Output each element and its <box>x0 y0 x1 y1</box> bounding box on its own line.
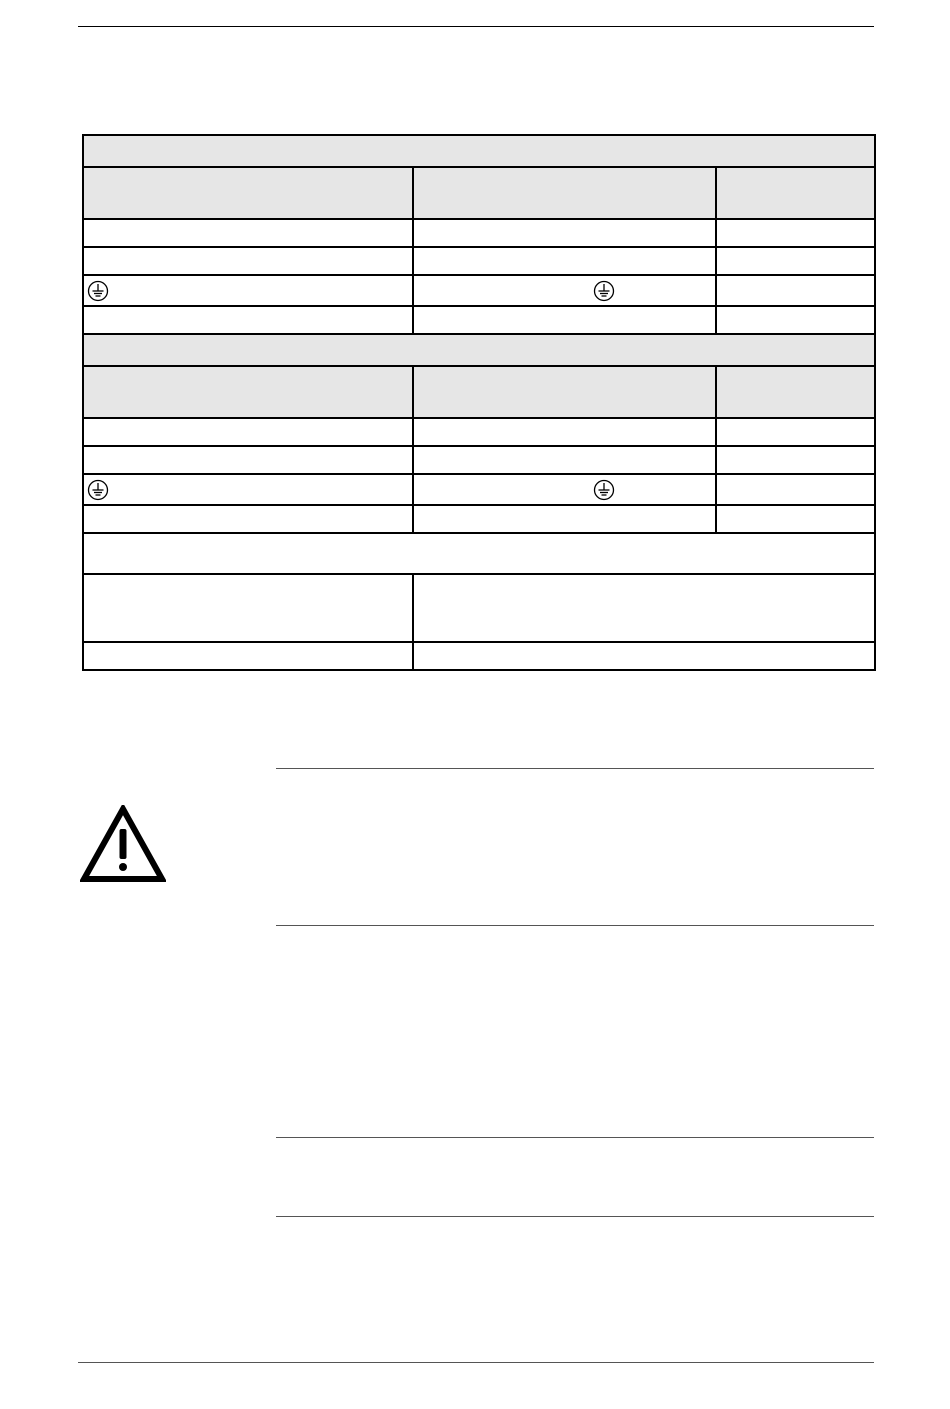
column-header <box>413 366 716 418</box>
table-header-row <box>83 167 875 219</box>
section-title <box>83 135 875 167</box>
table-row <box>83 574 875 642</box>
note-rule-bottom <box>276 1216 874 1217</box>
ground-icon <box>87 280 109 302</box>
table-row <box>83 505 875 533</box>
table-row <box>83 247 875 275</box>
table-cell <box>413 275 716 306</box>
table-cell <box>413 219 716 247</box>
table-cell <box>83 574 413 642</box>
ground-icon <box>87 479 109 501</box>
table-cell <box>716 418 875 446</box>
table-cell <box>716 505 875 533</box>
table-cell <box>716 446 875 474</box>
table-row <box>83 418 875 446</box>
ground-icon <box>593 479 615 501</box>
table-cell <box>716 247 875 275</box>
footer-rule <box>78 1362 874 1363</box>
table-cell <box>83 219 413 247</box>
note-row <box>83 533 875 574</box>
column-header <box>716 366 875 418</box>
table-cell <box>413 574 875 642</box>
table-row <box>83 275 875 306</box>
header-rule <box>78 26 874 27</box>
table-cell <box>83 505 413 533</box>
table-cell <box>83 418 413 446</box>
table-cell <box>716 219 875 247</box>
table-cell <box>716 275 875 306</box>
table-cell <box>83 275 413 306</box>
column-header <box>83 167 413 219</box>
table-cell <box>413 418 716 446</box>
section-title-row <box>83 334 875 366</box>
warning-rule-top <box>276 768 874 769</box>
ground-icon <box>593 280 615 302</box>
warning-rule-bottom <box>276 925 874 926</box>
section-title-row <box>83 135 875 167</box>
table-cell <box>83 446 413 474</box>
table-cell <box>413 505 716 533</box>
table-cell <box>83 642 413 670</box>
table-row <box>83 474 875 505</box>
column-header <box>716 167 875 219</box>
table-cell <box>83 474 413 505</box>
table-row <box>83 446 875 474</box>
note-cell <box>83 533 875 574</box>
spec-table <box>82 134 876 671</box>
table-cell <box>413 474 716 505</box>
table-row <box>83 219 875 247</box>
table-row <box>83 306 875 334</box>
column-header <box>413 167 716 219</box>
note-rule-top <box>276 1137 874 1138</box>
column-header <box>83 366 413 418</box>
table-row <box>83 642 875 670</box>
table-cell <box>413 446 716 474</box>
table-header-row <box>83 366 875 418</box>
table-cell <box>413 247 716 275</box>
table-cell <box>83 247 413 275</box>
warning-triangle-icon <box>80 805 166 883</box>
table-cell <box>413 642 875 670</box>
table-cell <box>413 306 716 334</box>
section-title <box>83 334 875 366</box>
table-cell <box>716 474 875 505</box>
table-cell <box>716 306 875 334</box>
table-cell <box>83 306 413 334</box>
